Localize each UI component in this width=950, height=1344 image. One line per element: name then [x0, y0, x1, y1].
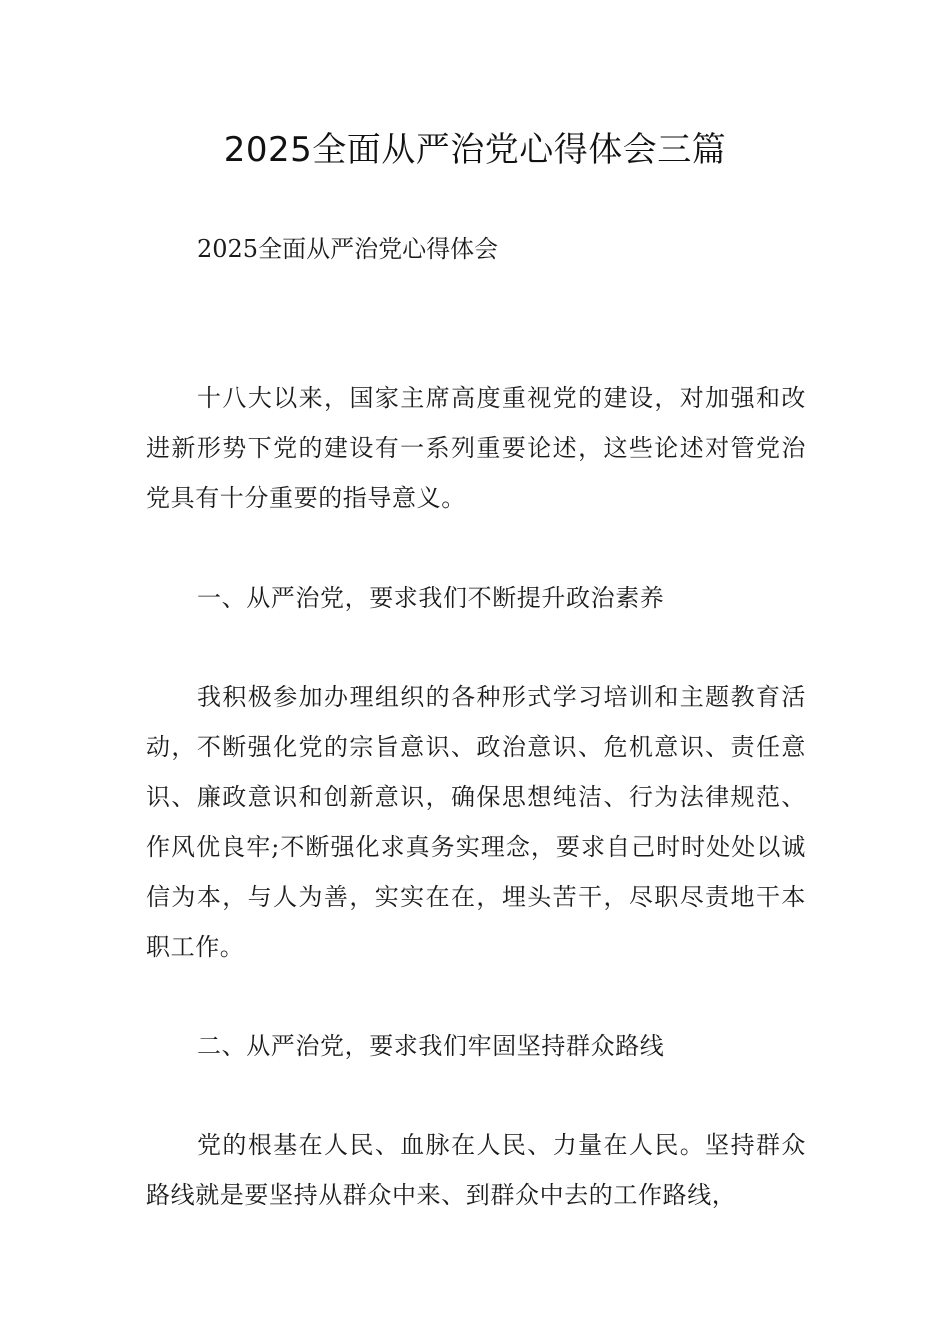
paragraph-section-2: 党的根基在人民、血脉在人民、力量在人民。坚持群众路线就是要坚持从群众中来、到群众中去的工作路线，	[146, 1131, 806, 1209]
section-heading-1: 一、从严治党，要求我们不断提升政治素养	[197, 584, 665, 612]
document-subtitle: 2025全面从严治党心得体会	[197, 235, 499, 263]
document-title: 2025全面从严治党心得体会三篇	[223, 130, 727, 170]
section-heading-2: 二、从严治党，要求我们牢固坚持群众路线	[197, 1032, 665, 1060]
paragraph-section-1: 我积极参加办理组织的各种形式学习培训和主题教育活动，不断强化党的宗旨意识、政治意识、危机意识、责任意识、廉政意识和创新意识，确保思想纯洁、行为法律规范、作风优良牢;不断强化求真务实理念，要求自己时时处处以诚信为本，与人为善，实实在在，埋头苦干，尽职尽责地干本职工作。	[146, 683, 806, 961]
paragraph-intro: 十八大以来，国家主席高度重视党的建设，对加强和改进新形势下党的建设有一系列重要论述，这些论述对管党治党具有十分重要的指导意义。	[146, 384, 806, 512]
